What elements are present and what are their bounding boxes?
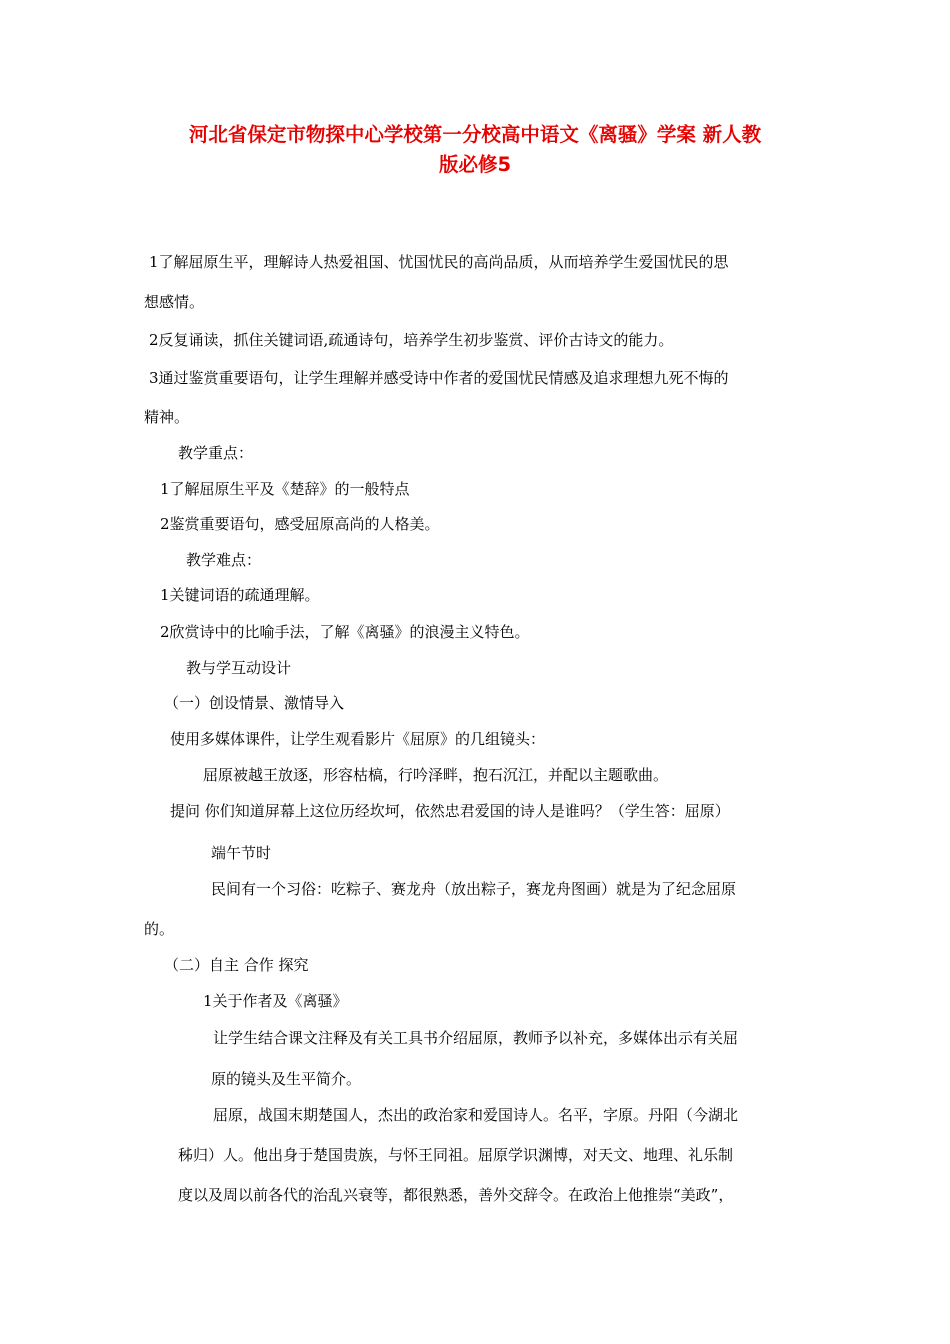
body-line: 2欣赏诗中的比喻手法，了解《离骚》的浪漫主义特色。 <box>160 623 530 641</box>
body-line: 提问 你们知道屏幕上这位历经坎坷，依然忠君爱国的诗人是谁吗？（学生答：屈原） <box>170 802 730 820</box>
section-heading: 教与学互动设计 <box>186 659 292 677</box>
section-heading: （二）自主 合作 探究 <box>164 956 309 974</box>
body-line: 1了解屈原生平，理解诗人热爱祖国、忧国忧民的高尚品质，从而培养学生爱国忧民的思 <box>149 253 729 271</box>
body-line: 想感情。 <box>144 293 205 311</box>
body-line: 原的镜头及生平简介。 <box>211 1070 362 1088</box>
section-heading: 1关于作者及《离骚》 <box>203 992 348 1010</box>
body-line: 1了解屈原生平及《楚辞》的一般特点 <box>160 480 410 498</box>
section-heading: 教学难点： <box>186 551 262 569</box>
body-line: 使用多媒体课件，让学生观看影片《屈原》的几组镜头： <box>170 730 546 748</box>
body-line: 屈原被越王放逐，形容枯槁，行吟泽畔，抱石沉江，并配以主题歌曲。 <box>203 766 669 784</box>
body-line: 端午节时 <box>211 844 272 862</box>
section-heading: 教学重点： <box>178 444 254 462</box>
body-line: 度以及周以前各代的治乱兴衰等，都很熟悉，善外交辞令。在政治上他推崇“美政”， <box>178 1186 734 1204</box>
body-line: 屈原，战国末期楚国人，杰出的政治家和爱国诗人。名平，字原。丹阳（今湖北 <box>213 1106 739 1124</box>
body-line: 让学生结合课文注释及有关工具书介绍屈原，教师予以补充，多媒体出示有关屈 <box>213 1029 739 1047</box>
body-line: 民间有一个习俗：吃粽子、赛龙舟（放出粽子，赛龙舟图画）就是为了纪念屈原 <box>211 880 737 898</box>
section-heading: （一）创设情景、激情导入 <box>164 694 345 712</box>
body-line: 秭归）人。他出身于楚国贵族，与怀王同祖。屈原学识渊博，对天文、地理、礼乐制 <box>178 1146 734 1164</box>
body-line: 1关键词语的疏通理解。 <box>160 586 320 604</box>
body-line: 精神。 <box>144 408 190 426</box>
body-line: 3通过鉴赏重要语句，让学生理解并感受诗中作者的爱国忧民情感及追求理想九死不悔的 <box>149 369 729 387</box>
title-line-2: 版必修5 <box>438 153 512 176</box>
document-title <box>120 120 830 180</box>
title-line-1: 河北省保定市物探中心学校第一分校高中语文《离骚》学案 新人教 <box>188 123 762 146</box>
body-line: 的。 <box>144 920 175 938</box>
body-line: 2鉴赏重要语句，感受屈原高尚的人格美。 <box>160 515 440 533</box>
body-line: 2反复诵读，抓住关键词语,疏通诗句，培养学生初步鉴赏、评价古诗文的能力。 <box>149 331 674 349</box>
